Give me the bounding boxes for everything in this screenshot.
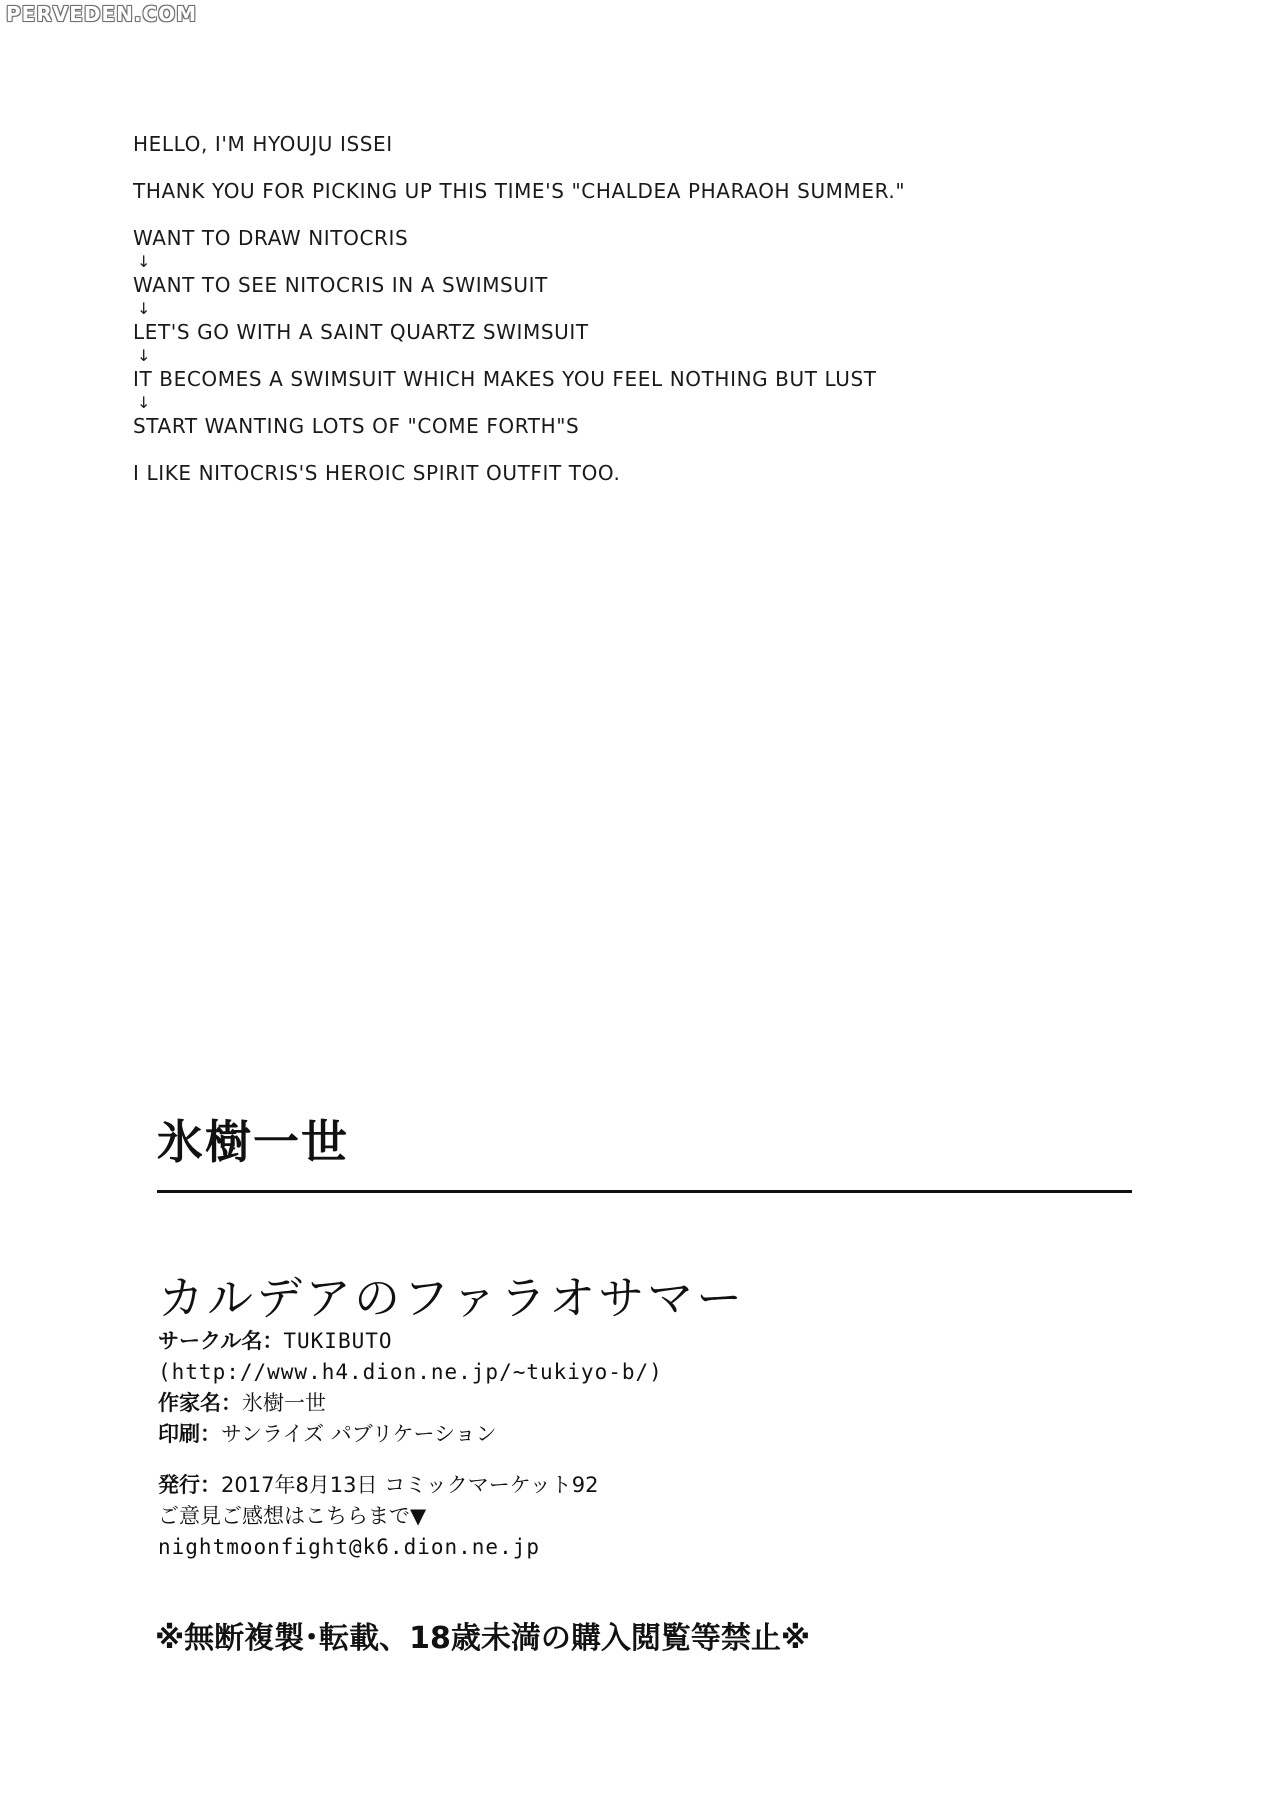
feedback-text: ご意見ご感想はこちらまで▼	[158, 1504, 427, 1528]
down-arrow-icon: ↓	[137, 393, 152, 412]
note-line-thanks: THANK YOU FOR PICKING UP THIS TIME'S "CHALDEA PHARAOH SUMMER."	[133, 179, 906, 203]
note-gap	[133, 438, 1133, 461]
author-heading: 氷樹一世	[157, 1115, 349, 1169]
down-arrow-icon: ↓	[137, 346, 152, 365]
print-value: サンライズ パブリケーション	[221, 1422, 497, 1446]
colophon	[158, 1326, 663, 1563]
circle-row	[158, 1326, 663, 1357]
note-line-outfit: I LIKE NITOCRIS'S HEROIC SPIRIT OUTFIT TOO.	[133, 461, 621, 485]
down-arrow-icon: ↓	[137, 252, 152, 271]
watermark-logo: PERVEDEN.COM	[6, 2, 198, 26]
print-label: 印刷：	[158, 1422, 221, 1446]
book-title: カルデアのファラオサマー	[158, 1271, 746, 1325]
note-gap	[133, 203, 1133, 226]
issue-label: 発行：	[158, 1473, 221, 1497]
circle-label: サークル名：	[158, 1329, 284, 1353]
print-row	[158, 1419, 663, 1450]
down-arrow-icon: ↓	[137, 299, 152, 318]
issue-row	[158, 1470, 663, 1501]
afterword-note	[133, 132, 1133, 485]
note-line-greeting: HELLO, I'M HYOUJU ISSEI	[133, 132, 393, 156]
circle-value: TUKIBUTO	[283, 1329, 393, 1353]
issue-value: 2017年8月13日 コミックマーケット92	[221, 1473, 599, 1497]
colophon-spacer	[158, 1450, 663, 1470]
note-line-quartz: LET'S GO WITH A SAINT QUARTZ SWIMSUIT	[133, 320, 589, 344]
note-gap	[133, 156, 1133, 179]
note-line-see: WANT TO SEE NITOCRIS IN A SWIMSUIT	[133, 273, 548, 297]
note-line-wanting: START WANTING LOTS OF "COME FORTH"S	[133, 414, 580, 438]
contact-email: nightmoonfight@k6.dion.ne.jp	[158, 1535, 541, 1559]
note-line-becomes: IT BECOMES A SWIMSUIT WHICH MAKES YOU FEEL NOTHING BUT LUST	[133, 367, 877, 391]
circle-url: (http://www.h4.dion.ne.jp/~tukiyo-b/)	[158, 1360, 663, 1384]
author-label: 作家名：	[158, 1391, 242, 1415]
author-row	[158, 1388, 663, 1419]
copyright-warning: ※無断複製･転載、18歳未満の購入閲覧等禁止※	[155, 1621, 811, 1656]
note-line-draw: WANT TO DRAW NITOCRIS	[133, 226, 409, 250]
divider-rule	[157, 1190, 1132, 1193]
author-value: 氷樹一世	[242, 1391, 326, 1415]
